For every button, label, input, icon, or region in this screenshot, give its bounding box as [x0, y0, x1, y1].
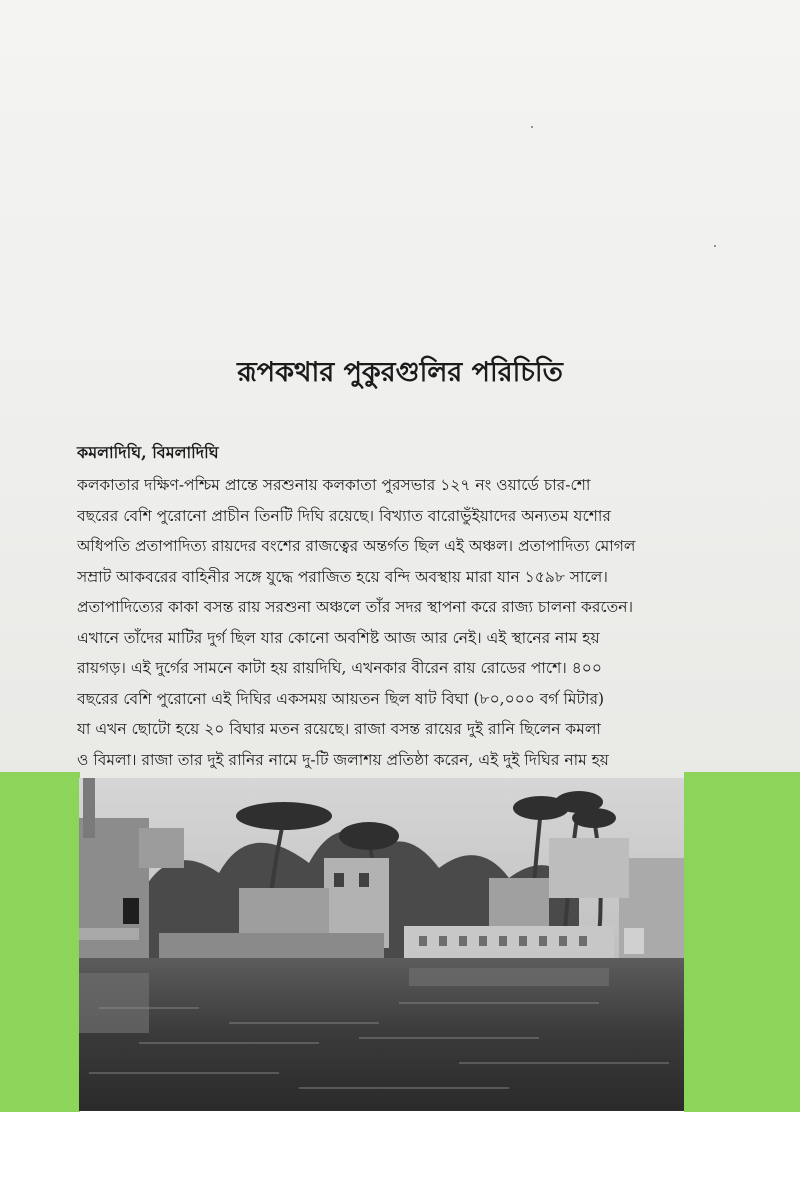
chapter-title: রূপকথার পুকুরগুলির পরিচিতি [237, 357, 563, 388]
text-line: এখানে তাঁদের মাটির দুর্গ ছিল যার কোনো অবশিষ্ট আজ আর নেই। এই স্থানের নাম হয় [77, 628, 600, 647]
pond-photograph [79, 778, 684, 1111]
body-paragraph [77, 470, 687, 775]
text-line: বছরের বেশি পুরোনো এই দিঘির একসময় আয়তন ছিল ষাট বিঘা (৮০,০০০ বর্গ মিটার) [77, 689, 605, 708]
text-line: প্রতাপাদিত্যের কাকা বসন্ত রায় সরশুনা অঞ্চলে তাঁর সদর স্থাপনা করে রাজ্য চালনা করতেন। [77, 598, 634, 616]
text-line: ও বিমলা। রাজা তার দুই রানির নামে দু-টি জলাশয় প্রতিষ্ঠা করেন, এই দুই দিঘির নাম হয় [77, 750, 609, 769]
text-line: রায়গড়। এই দুর্গের সামনে কাটা হয় রায়দিঘি, এখনকার বীরেন রায় রোডের পাশে। ৪০০ [77, 659, 602, 677]
text-line: যা এখন ছোটো হয়ে ২০ বিঘার মতন রয়েছে। রাজা বসন্ত রায়ের দুই রানি ছিলেন কমলা [77, 720, 601, 738]
section-heading: কমলাদিঘি, বিমলাদিঘি [77, 443, 219, 462]
text-line: অধিপতি প্রতাপাদিত্য রায়দের বংশের রাজত্বের অন্তর্গত ছিল এই অঞ্চল। প্রতাপাদিত্য মোগল [77, 537, 636, 555]
green-background-right [684, 772, 800, 1112]
text-line: কলকাতার দক্ষিণ-পশ্চিম প্রান্তে সরশুনায় কলকাতা পুরসভার ১২৭ নং ওয়ার্ডে চার-শো [77, 476, 591, 494]
paper-speck [714, 245, 716, 247]
text-line: বছরের বেশি পুরোনো প্রাচীন তিনটি দিঘি রয়েছে। বিখ্যাত বারোভুঁইয়াদের অন্যতম যশোর [77, 506, 611, 525]
green-background-left [0, 772, 80, 1112]
text-line: সম্রাট আকবরের বাহিনীর সঙ্গে যুদ্ধে পরাজিত হয়ে বন্দি অবস্থায় মারা যান ১৫৯৮ সালে। [77, 567, 608, 586]
paper-speck [531, 126, 533, 128]
